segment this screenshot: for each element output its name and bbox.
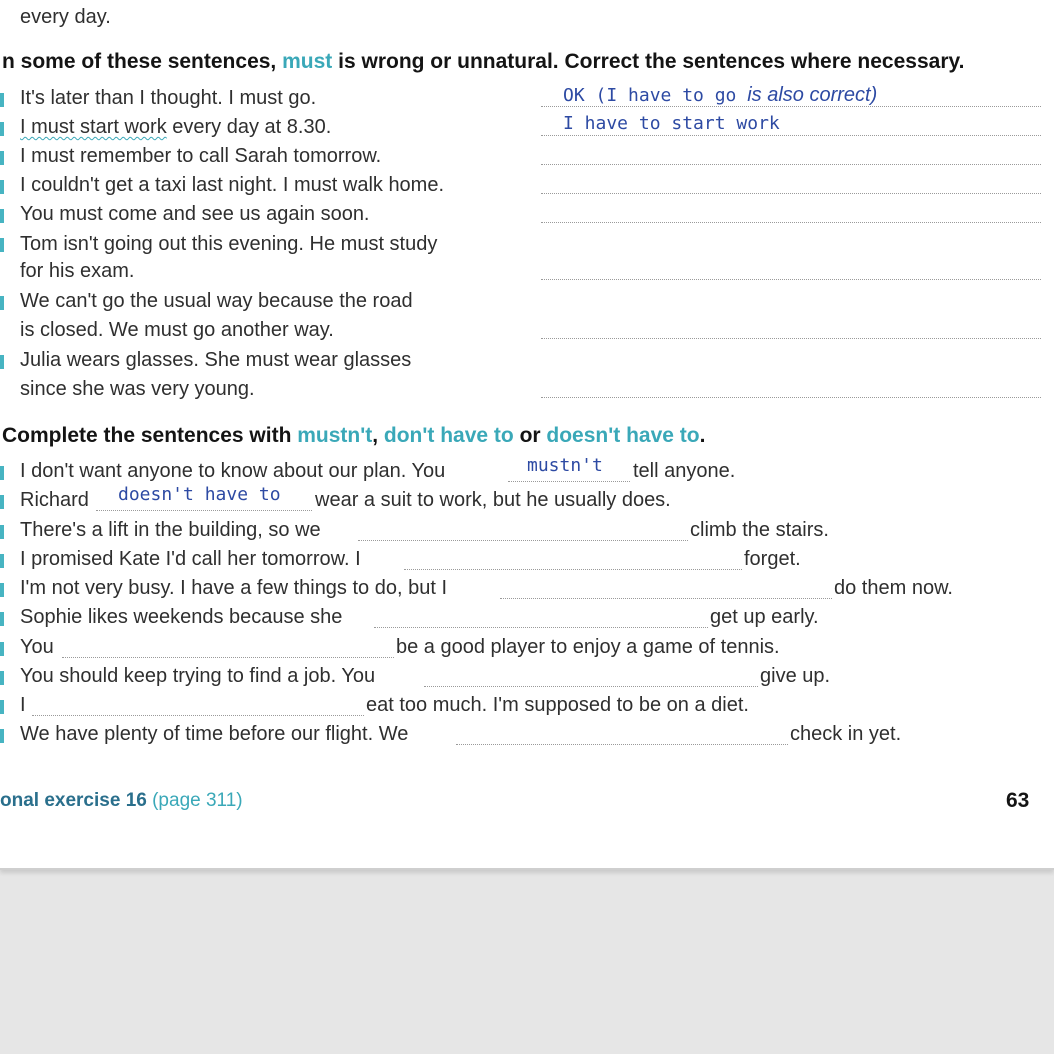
instruction-text: n some of these sentences, [2, 50, 283, 73]
exercise-b-item-9-before: I [20, 694, 26, 716]
period: . [699, 424, 706, 447]
item-number-marker [0, 355, 4, 369]
answer-line [541, 338, 1041, 339]
underlined-phrase: I must start work [20, 116, 167, 138]
option-dont-have-to: don't have to [383, 424, 514, 447]
exercise-b-item-4-after: forget. [744, 548, 801, 570]
item-number-marker [0, 209, 4, 223]
option-mustnt: mustn't [297, 424, 373, 447]
item-number-marker [0, 495, 4, 509]
item-text: every day at 8.30. [166, 116, 332, 138]
exercise-b-item-10-before: We have plenty of time before our flight. We [20, 723, 409, 745]
instruction-text: Complete the sentences with [2, 424, 298, 447]
blank-line[interactable] [500, 598, 832, 599]
answer-text: OK (I have to go [563, 85, 737, 106]
answer-line [541, 164, 1041, 165]
answer-line [541, 397, 1041, 398]
exercise-b-item-7-before: You [20, 636, 54, 658]
exercise-b-item-2-before: Richard [20, 489, 89, 511]
item-number-marker [0, 180, 4, 194]
item-number-marker [0, 122, 4, 136]
item-number-marker [0, 466, 4, 480]
exercise-b-item-8-before: You should keep trying to find a job. You [20, 665, 376, 687]
blank-line[interactable] [62, 657, 394, 658]
blank-line[interactable] [374, 627, 708, 628]
page-number: 63 [1006, 789, 1030, 812]
item-number-marker [0, 583, 4, 597]
exercise-b-instruction [2, 424, 705, 448]
blank-line[interactable] [424, 686, 758, 687]
handwritten-answer-1 [563, 84, 877, 107]
exercise-b-item-2-after: wear a suit to work, but he usually does. [315, 489, 671, 511]
exercise-b-item-4-before: I promised Kate I'd call her tomorrow. I [20, 548, 361, 570]
previous-exercise-fragment: every day. [20, 6, 111, 28]
exercise-b-item-9-after: eat too much. I'm supposed to be on a diet. [366, 694, 749, 716]
item-number-marker [0, 296, 4, 310]
item-number-marker [0, 238, 4, 252]
footer-reference [0, 790, 243, 812]
answer-line [541, 135, 1041, 136]
answer-note: is also correct) [747, 84, 878, 106]
exercise-a-item-6-line1: Tom isn't going out this evening. He must study [20, 233, 438, 255]
handwritten-answer-b2: doesn't have to [118, 484, 281, 505]
handwritten-answer-2: I have to start work [563, 113, 780, 134]
exercise-b-item-1-before: I don't want anyone to know about our plan. You [20, 460, 446, 482]
item-number-marker [0, 554, 4, 568]
answer-line [541, 193, 1041, 194]
blank-line [96, 510, 312, 511]
exercise-a-item-7-line1: We can't go the usual way because the road [20, 290, 413, 312]
exercise-a-item-5: You must come and see us again soon. [20, 203, 370, 225]
exercise-b-item-6-after: get up early. [710, 606, 819, 628]
blank-line[interactable] [32, 715, 364, 716]
item-number-marker [0, 671, 4, 685]
exercise-b-item-7-after: be a good player to enjoy a game of tennis. [396, 636, 780, 658]
exercise-a-item-2 [20, 116, 331, 139]
blank-line [508, 481, 630, 482]
separator: , [372, 424, 384, 447]
item-number-marker [0, 729, 4, 743]
exercise-b-item-3-after: climb the stairs. [690, 519, 829, 541]
exercise-a-item-8-line2: since she was very young. [20, 378, 255, 400]
exercise-a-item-6-line2: for his exam. [20, 260, 135, 282]
blank-line[interactable] [404, 569, 742, 570]
exercise-a-item-8-line1: Julia wears glasses. She must wear glasses [20, 349, 412, 371]
item-number-marker [0, 642, 4, 656]
exercise-a-instruction [2, 50, 964, 74]
exercise-b-item-8-after: give up. [760, 665, 831, 687]
exercise-b-item-6-before: Sophie likes weekends because she [20, 606, 343, 628]
exercise-b-item-5-before: I'm not very busy. I have a few things to do, but I [20, 577, 448, 599]
answer-line [541, 279, 1041, 280]
item-number-marker [0, 93, 4, 107]
separator: or [513, 424, 547, 447]
item-number-marker [0, 700, 4, 714]
exercise-b-item-3-before: There's a lift in the building, so we [20, 519, 321, 541]
item-number-marker [0, 612, 4, 626]
blank-line[interactable] [456, 744, 788, 745]
handwritten-answer-b1: mustn't [527, 455, 603, 476]
exercise-a-item-1: It's later than I thought. I must go. [20, 87, 317, 109]
footer-label: onal exercise 16 [0, 790, 147, 811]
exercise-a-item-4: I couldn't get a taxi last night. I must walk home. [20, 174, 445, 196]
exercise-a-item-3: I must remember to call Sarah tomorrow. [20, 145, 382, 167]
exercise-b-item-1-after: tell anyone. [633, 460, 736, 482]
item-number-marker [0, 151, 4, 165]
answer-line [541, 106, 1041, 107]
blank-line[interactable] [358, 540, 688, 541]
item-number-marker [0, 525, 4, 539]
exercise-b-item-5-after: do them now. [834, 577, 953, 599]
instruction-text-end: is wrong or unnatural. Correct the sentences where necessary. [332, 50, 965, 73]
instruction-keyword: must [282, 50, 333, 73]
option-doesnt-have-to: doesn't have to [546, 424, 700, 447]
answer-line [541, 222, 1041, 223]
exercise-a-item-7-line2: is closed. We must go another way. [20, 319, 334, 341]
exercise-b-item-10-after: check in yet. [790, 723, 902, 745]
footer-page-ref: (page 311) [152, 790, 243, 811]
